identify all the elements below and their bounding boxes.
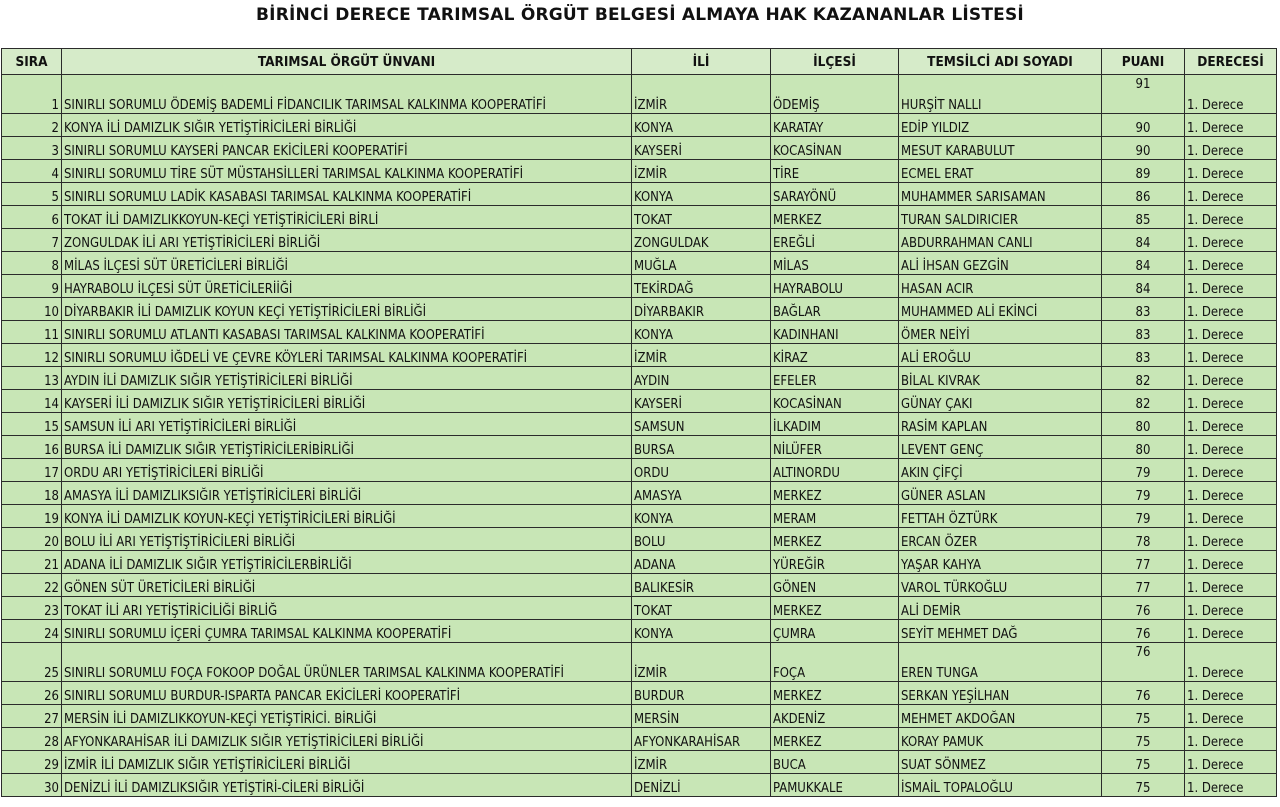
table-cell-unvan: SINIRLI SORUMLU ATLANTI KASABASI TARIMSAL KALKINMA KOOPERATİFİ — [62, 321, 632, 344]
table-cell-sira: 2 — [2, 114, 62, 137]
table-cell-derece: 1. Derece — [1185, 367, 1277, 390]
table-cell-unvan: SAMSUN İLİ ARI YETİŞTİRİCİLERİ BİRLİĞİ — [62, 413, 632, 436]
table-cell-unvan: SINIRLI SORUMLU ÖDEMİŞ BADEMLİ FİDANCILIK TARIMSAL KALKINMA KOOPERATİFİ — [62, 75, 632, 114]
table-cell-derece: 1. Derece — [1185, 183, 1277, 206]
table-cell-derece: 1. Derece — [1185, 728, 1277, 751]
table-cell-unvan: TOKAT İLİ ARI YETİŞTİRİCİLİĞİ BİRLİĞ — [62, 597, 632, 620]
table-cell-puan: 90 — [1102, 137, 1185, 160]
table-cell-sira: 16 — [2, 436, 62, 459]
table-cell-unvan: KONYA İLİ DAMIZLIK KOYUN-KEÇİ YETİŞTİRİCİLERİ BİRLİĞİ — [62, 505, 632, 528]
table-row — [2, 774, 1277, 797]
table-cell-sira: 13 — [2, 367, 62, 390]
table-cell-temsilci: MEHMET AKDOĞAN — [899, 705, 1102, 728]
table-cell-temsilci: MUHAMMER SARISAMAN — [899, 183, 1102, 206]
table-cell-temsilci: GÜNAY ÇAKI — [899, 390, 1102, 413]
table-cell-temsilci: RASİM KAPLAN — [899, 413, 1102, 436]
table-cell-unvan: BOLU İLİ ARI YETİŞTİŞTİRİCİLERİ BİRLİĞİ — [62, 528, 632, 551]
table-cell-temsilci: BİLAL KIVRAK — [899, 367, 1102, 390]
table-cell-temsilci: ABDURRAHMAN CANLI — [899, 229, 1102, 252]
table-cell-ilce: HAYRABOLU — [771, 275, 899, 298]
table-cell-temsilci: MESUT KARABULUT — [899, 137, 1102, 160]
table-cell-derece: 1. Derece — [1185, 206, 1277, 229]
table-cell-sira: 10 — [2, 298, 62, 321]
table-cell-unvan: ADANA İLİ DAMIZLIK SIĞIR YETİŞTİRİCİLERBİRLİĞİ — [62, 551, 632, 574]
table-cell-temsilci: MUHAMMED ALİ EKİNCİ — [899, 298, 1102, 321]
table-cell-sira: 27 — [2, 705, 62, 728]
table-cell-derece: 1. Derece — [1185, 436, 1277, 459]
table-row — [2, 751, 1277, 774]
table-cell-derece: 1. Derece — [1185, 705, 1277, 728]
table-cell-temsilci: ALİ EROĞLU — [899, 344, 1102, 367]
table-cell-puan: 75 — [1102, 751, 1185, 774]
table-cell-il: TEKİRDAĞ — [632, 275, 771, 298]
table-cell-il: ADANA — [632, 551, 771, 574]
table-cell-ilce: FOÇA — [771, 643, 899, 682]
table-cell-il: ZONGULDAK — [632, 229, 771, 252]
table-cell-ilce: MERKEZ — [771, 482, 899, 505]
table-row — [2, 551, 1277, 574]
column-header-temsilci: TEMSİLCİ ADI SOYADI — [899, 49, 1102, 75]
table-row — [2, 137, 1277, 160]
results-table — [1, 48, 1277, 797]
table-cell-il: ORDU — [632, 459, 771, 482]
table-cell-unvan: MİLAS İLÇESİ SÜT ÜRETİCİLERİ BİRLİĞİ — [62, 252, 632, 275]
table-cell-ilce: ÇUMRA — [771, 620, 899, 643]
table-cell-puan: 85 — [1102, 206, 1185, 229]
table-cell-il: KAYSERİ — [632, 137, 771, 160]
table-row — [2, 229, 1277, 252]
table-cell-derece: 1. Derece — [1185, 321, 1277, 344]
table-cell-sira: 25 — [2, 643, 62, 682]
table-cell-derece: 1. Derece — [1185, 751, 1277, 774]
table-cell-puan: 75 — [1102, 705, 1185, 728]
table-cell-sira: 12 — [2, 344, 62, 367]
table-cell-puan: 79 — [1102, 505, 1185, 528]
column-header-sira: SIRA — [2, 49, 62, 75]
table-cell-il: KONYA — [632, 183, 771, 206]
table-cell-il: KONYA — [632, 114, 771, 137]
table-cell-ilce: NİLÜFER — [771, 436, 899, 459]
table-cell-derece: 1. Derece — [1185, 528, 1277, 551]
table-cell-il: AMASYA — [632, 482, 771, 505]
table-cell-il: TOKAT — [632, 597, 771, 620]
table-row — [2, 620, 1277, 643]
table-row — [2, 160, 1277, 183]
table-cell-temsilci: VAROL TÜRKOĞLU — [899, 574, 1102, 597]
table-cell-il: BURDUR — [632, 682, 771, 705]
table-cell-unvan: İZMİR İLİ DAMIZLIK SIĞIR YETİŞTİRİCİLERİ BİRLİĞİ — [62, 751, 632, 774]
table-cell-temsilci: HASAN ACIR — [899, 275, 1102, 298]
table-cell-temsilci: TURAN SALDIRICIER — [899, 206, 1102, 229]
table-cell-puan: 84 — [1102, 229, 1185, 252]
table-row — [2, 275, 1277, 298]
table-cell-temsilci: AKIN ÇİFÇİ — [899, 459, 1102, 482]
table-cell-temsilci: EREN TUNGA — [899, 643, 1102, 682]
table-cell-derece: 1. Derece — [1185, 344, 1277, 367]
table-cell-ilce: MİLAS — [771, 252, 899, 275]
table-cell-temsilci: SEYİT MEHMET DAĞ — [899, 620, 1102, 643]
table-cell-puan: 90 — [1102, 114, 1185, 137]
table-cell-il: DENİZLİ — [632, 774, 771, 797]
table-row — [2, 75, 1277, 114]
table-cell-puan: 83 — [1102, 321, 1185, 344]
table-row — [2, 597, 1277, 620]
table-cell-puan: 83 — [1102, 298, 1185, 321]
table-cell-puan: 79 — [1102, 459, 1185, 482]
table-row — [2, 728, 1277, 751]
table-row — [2, 482, 1277, 505]
table-cell-unvan: SINIRLI SORUMLU KAYSERİ PANCAR EKİCİLERİ KOOPERATİFİ — [62, 137, 632, 160]
table-cell-puan: 77 — [1102, 551, 1185, 574]
table-cell-unvan: DİYARBAKIR İLİ DAMIZLIK KOYUN KEÇİ YETİŞTİRİCİLERİ BİRLİĞİ — [62, 298, 632, 321]
column-header-puan: PUANI — [1102, 49, 1185, 75]
table-cell-unvan: TOKAT İLİ DAMIZLIKKOYUN-KEÇİ YETİŞTİRİCİLERİ BİRLİ — [62, 206, 632, 229]
table-cell-derece: 1. Derece — [1185, 114, 1277, 137]
table-cell-derece: 1. Derece — [1185, 298, 1277, 321]
table-cell-temsilci: HURŞİT NALLI — [899, 75, 1102, 114]
table-cell-temsilci: SERKAN YEŞİLHAN — [899, 682, 1102, 705]
table-cell-puan: 78 — [1102, 528, 1185, 551]
table-cell-puan: 76 — [1102, 597, 1185, 620]
table-cell-puan: 75 — [1102, 728, 1185, 751]
table-cell-sira: 22 — [2, 574, 62, 597]
table-row — [2, 459, 1277, 482]
table-cell-derece: 1. Derece — [1185, 682, 1277, 705]
table-cell-temsilci: ÖMER NEİYİ — [899, 321, 1102, 344]
table-cell-derece: 1. Derece — [1185, 597, 1277, 620]
column-header-unvan: TARIMSAL ÖRGÜT ÜNVANI — [62, 49, 632, 75]
table-cell-derece: 1. Derece — [1185, 643, 1277, 682]
table-cell-sira: 15 — [2, 413, 62, 436]
table-cell-sira: 20 — [2, 528, 62, 551]
table-cell-puan: 91 — [1102, 75, 1185, 114]
table-cell-temsilci: EDİP YILDIZ — [899, 114, 1102, 137]
table-cell-unvan: AMASYA İLİ DAMIZLIKSIĞIR YETİŞTİRİCİLERİ BİRLİĞİ — [62, 482, 632, 505]
table-cell-sira: 19 — [2, 505, 62, 528]
table-row — [2, 206, 1277, 229]
table-cell-temsilci: KORAY PAMUK — [899, 728, 1102, 751]
table-row — [2, 643, 1277, 682]
table-cell-unvan: SINIRLI SORUMLU İĞDELİ VE ÇEVRE KÖYLERİ TARIMSAL KALKINMA KOOPERATİFİ — [62, 344, 632, 367]
table-cell-derece: 1. Derece — [1185, 137, 1277, 160]
table-cell-derece: 1. Derece — [1185, 620, 1277, 643]
table-cell-ilce: MERKEZ — [771, 682, 899, 705]
table-cell-sira: 3 — [2, 137, 62, 160]
table-cell-il: SAMSUN — [632, 413, 771, 436]
table-row — [2, 390, 1277, 413]
table-row — [2, 682, 1277, 705]
table-cell-temsilci: LEVENT GENÇ — [899, 436, 1102, 459]
table-cell-il: KONYA — [632, 505, 771, 528]
table-cell-puan: 84 — [1102, 275, 1185, 298]
table-cell-derece: 1. Derece — [1185, 252, 1277, 275]
table-cell-sira: 29 — [2, 751, 62, 774]
table-cell-derece: 1. Derece — [1185, 574, 1277, 597]
table-cell-ilce: MERKEZ — [771, 206, 899, 229]
table-cell-il: BURSA — [632, 436, 771, 459]
table-cell-sira: 26 — [2, 682, 62, 705]
table-cell-il: MUĞLA — [632, 252, 771, 275]
table-cell-sira: 1 — [2, 75, 62, 114]
table-row — [2, 436, 1277, 459]
table-cell-ilce: KOCASİNAN — [771, 390, 899, 413]
table-cell-unvan: GÖNEN SÜT ÜRETİCİLERİ BİRLİĞİ — [62, 574, 632, 597]
table-cell-puan: 82 — [1102, 367, 1185, 390]
column-header-derece: DERECESİ — [1185, 49, 1277, 75]
table-cell-unvan: ORDU ARI YETİŞTİRİCİLERİ BİRLİĞİ — [62, 459, 632, 482]
table-cell-temsilci: ECMEL ERAT — [899, 160, 1102, 183]
table-cell-unvan: SINIRLI SORUMLU FOÇA FOKOOP DOĞAL ÜRÜNLER TARIMSAL KALKINMA KOOPERATİFİ — [62, 643, 632, 682]
table-cell-temsilci: ALİ İHSAN GEZGİN — [899, 252, 1102, 275]
table-cell-sira: 18 — [2, 482, 62, 505]
table-cell-derece: 1. Derece — [1185, 390, 1277, 413]
table-cell-il: İZMİR — [632, 160, 771, 183]
table-cell-ilce: GÖNEN — [771, 574, 899, 597]
table-cell-il: KONYA — [632, 321, 771, 344]
table-cell-sira: 6 — [2, 206, 62, 229]
table-cell-puan: 76 — [1102, 682, 1185, 705]
table-cell-temsilci: SUAT SÖNMEZ — [899, 751, 1102, 774]
table-cell-derece: 1. Derece — [1185, 229, 1277, 252]
table-cell-ilce: MERKEZ — [771, 528, 899, 551]
table-cell-temsilci: ERCAN ÖZER — [899, 528, 1102, 551]
table-cell-ilce: AKDENİZ — [771, 705, 899, 728]
table-row — [2, 298, 1277, 321]
table-cell-puan: 84 — [1102, 252, 1185, 275]
table-cell-sira: 9 — [2, 275, 62, 298]
table-cell-unvan: SINIRLI SORUMLU LADİK KASABASI TARIMSAL KALKINMA KOOPERATİFİ — [62, 183, 632, 206]
table-cell-ilce: İLKADIM — [771, 413, 899, 436]
table-cell-il: KONYA — [632, 620, 771, 643]
table-cell-il: DİYARBAKIR — [632, 298, 771, 321]
table-cell-ilce: TİRE — [771, 160, 899, 183]
table-cell-ilce: MERKEZ — [771, 597, 899, 620]
table-cell-unvan: SINIRLI SORUMLU TİRE SÜT MÜSTAHSİLLERİ TARIMSAL KALKINMA KOOPERATİFİ — [62, 160, 632, 183]
table-cell-il: İZMİR — [632, 751, 771, 774]
table-cell-temsilci: YAŞAR KAHYA — [899, 551, 1102, 574]
table-cell-unvan: HAYRABOLU İLÇESİ SÜT ÜRETİCİLERİİĞİ — [62, 275, 632, 298]
table-cell-il: AYDIN — [632, 367, 771, 390]
table-row — [2, 321, 1277, 344]
table-cell-sira: 24 — [2, 620, 62, 643]
table-cell-derece: 1. Derece — [1185, 413, 1277, 436]
table-cell-ilce: KOCASİNAN — [771, 137, 899, 160]
table-row — [2, 252, 1277, 275]
table-cell-temsilci: GÜNER ASLAN — [899, 482, 1102, 505]
table-cell-puan: 80 — [1102, 436, 1185, 459]
table-cell-il: AFYONKARAHİSAR — [632, 728, 771, 751]
table-cell-ilce: EFELER — [771, 367, 899, 390]
table-cell-ilce: MERAM — [771, 505, 899, 528]
table-cell-unvan: BURSA İLİ DAMIZLIK SIĞIR YETİŞTİRİCİLERİBİRLİĞİ — [62, 436, 632, 459]
table-cell-il: MERSİN — [632, 705, 771, 728]
table-cell-derece: 1. Derece — [1185, 505, 1277, 528]
table-row — [2, 114, 1277, 137]
table-cell-ilce: MERKEZ — [771, 728, 899, 751]
table-row — [2, 413, 1277, 436]
table-cell-il: BALIKESİR — [632, 574, 771, 597]
table-cell-derece: 1. Derece — [1185, 774, 1277, 797]
table-cell-sira: 28 — [2, 728, 62, 751]
table-cell-ilce: BAĞLAR — [771, 298, 899, 321]
table-cell-unvan: SINIRLI SORUMLU BURDUR-ISPARTA PANCAR EKİCİLERİ KOOPERATİFİ — [62, 682, 632, 705]
table-cell-derece: 1. Derece — [1185, 459, 1277, 482]
table-cell-derece: 1. Derece — [1185, 275, 1277, 298]
table-cell-puan: 80 — [1102, 413, 1185, 436]
table-cell-unvan: ZONGULDAK İLİ ARI YETİŞTİRİCİLERİ BİRLİĞİ — [62, 229, 632, 252]
table-cell-puan: 89 — [1102, 160, 1185, 183]
table-cell-unvan: MERSİN İLİ DAMIZLIKKOYUN-KEÇİ YETİŞTİRİCİ. BİRLİĞİ — [62, 705, 632, 728]
table-cell-puan: 76 — [1102, 620, 1185, 643]
table-cell-derece: 1. Derece — [1185, 75, 1277, 114]
table-cell-sira: 5 — [2, 183, 62, 206]
table-row — [2, 505, 1277, 528]
table-cell-sira: 11 — [2, 321, 62, 344]
table-cell-ilce: KİRAZ — [771, 344, 899, 367]
table-cell-ilce: ALTINORDU — [771, 459, 899, 482]
column-header-il: İLİ — [632, 49, 771, 75]
table-cell-il: BOLU — [632, 528, 771, 551]
table-row — [2, 705, 1277, 728]
table-cell-sira: 17 — [2, 459, 62, 482]
table-cell-il: İZMİR — [632, 75, 771, 114]
table-row — [2, 183, 1277, 206]
table-cell-sira: 14 — [2, 390, 62, 413]
column-header-ilce: İLÇESİ — [771, 49, 899, 75]
table-cell-sira: 30 — [2, 774, 62, 797]
table-cell-puan: 75 — [1102, 774, 1185, 797]
table-cell-sira: 23 — [2, 597, 62, 620]
table-cell-ilce: PAMUKKALE — [771, 774, 899, 797]
table-cell-unvan: AFYONKARAHİSAR İLİ DAMIZLIK SIĞIR YETİŞTİRİCİLERİ BİRLİĞİ — [62, 728, 632, 751]
table-cell-puan: 76 — [1102, 643, 1185, 682]
table-cell-ilce: KARATAY — [771, 114, 899, 137]
table-cell-unvan: AYDIN İLİ DAMIZLIK SIĞIR YETİŞTİRİCİLERİ BİRLİĞİ — [62, 367, 632, 390]
table-cell-unvan: SINIRLI SORUMLU İÇERİ ÇUMRA TARIMSAL KALKINMA KOOPERATİFİ — [62, 620, 632, 643]
table-cell-puan: 83 — [1102, 344, 1185, 367]
page-title: BİRİNCİ DERECE TARIMSAL ÖRGÜT BELGESİ ALMAYA HAK KAZANANLAR LİSTESİ — [256, 5, 1024, 25]
table-cell-unvan: KAYSERİ İLİ DAMIZLIK SIĞIR YETİŞTİRİCİLERİ BİRLİĞİ — [62, 390, 632, 413]
table-cell-sira: 4 — [2, 160, 62, 183]
table-cell-puan: 82 — [1102, 390, 1185, 413]
table-row — [2, 528, 1277, 551]
table-cell-derece: 1. Derece — [1185, 551, 1277, 574]
table-cell-ilce: YÜREĞİR — [771, 551, 899, 574]
table-cell-sira: 21 — [2, 551, 62, 574]
table-cell-puan: 79 — [1102, 482, 1185, 505]
table-cell-il: İZMİR — [632, 344, 771, 367]
table-cell-puan: 86 — [1102, 183, 1185, 206]
table-row — [2, 344, 1277, 367]
table-cell-unvan: DENİZLİ İLİ DAMIZLIKSIĞIR YETİŞTİRİ-CİLERİ BİRLİĞİ — [62, 774, 632, 797]
table-cell-derece: 1. Derece — [1185, 482, 1277, 505]
table-cell-ilce: BUCA — [771, 751, 899, 774]
table-row — [2, 574, 1277, 597]
table-cell-temsilci: ALİ DEMİR — [899, 597, 1102, 620]
table-cell-unvan: KONYA İLİ DAMIZLIK SIĞIR YETİŞTİRİCİLERİ BİRLİĞİ — [62, 114, 632, 137]
table-cell-ilce: SARAYÖNÜ — [771, 183, 899, 206]
table-cell-sira: 8 — [2, 252, 62, 275]
table-cell-puan: 77 — [1102, 574, 1185, 597]
table-cell-derece: 1. Derece — [1185, 160, 1277, 183]
table-cell-ilce: KADINHANI — [771, 321, 899, 344]
table-cell-temsilci: İSMAİL TOPALOĞLU — [899, 774, 1102, 797]
table-cell-il: İZMİR — [632, 643, 771, 682]
header-row — [2, 49, 1277, 75]
table-cell-il: KAYSERİ — [632, 390, 771, 413]
table-cell-sira: 7 — [2, 229, 62, 252]
table-cell-ilce: ÖDEMİŞ — [771, 75, 899, 114]
table-row — [2, 367, 1277, 390]
table-cell-il: TOKAT — [632, 206, 771, 229]
table-cell-ilce: EREĞLİ — [771, 229, 899, 252]
table-cell-temsilci: FETTAH ÖZTÜRK — [899, 505, 1102, 528]
